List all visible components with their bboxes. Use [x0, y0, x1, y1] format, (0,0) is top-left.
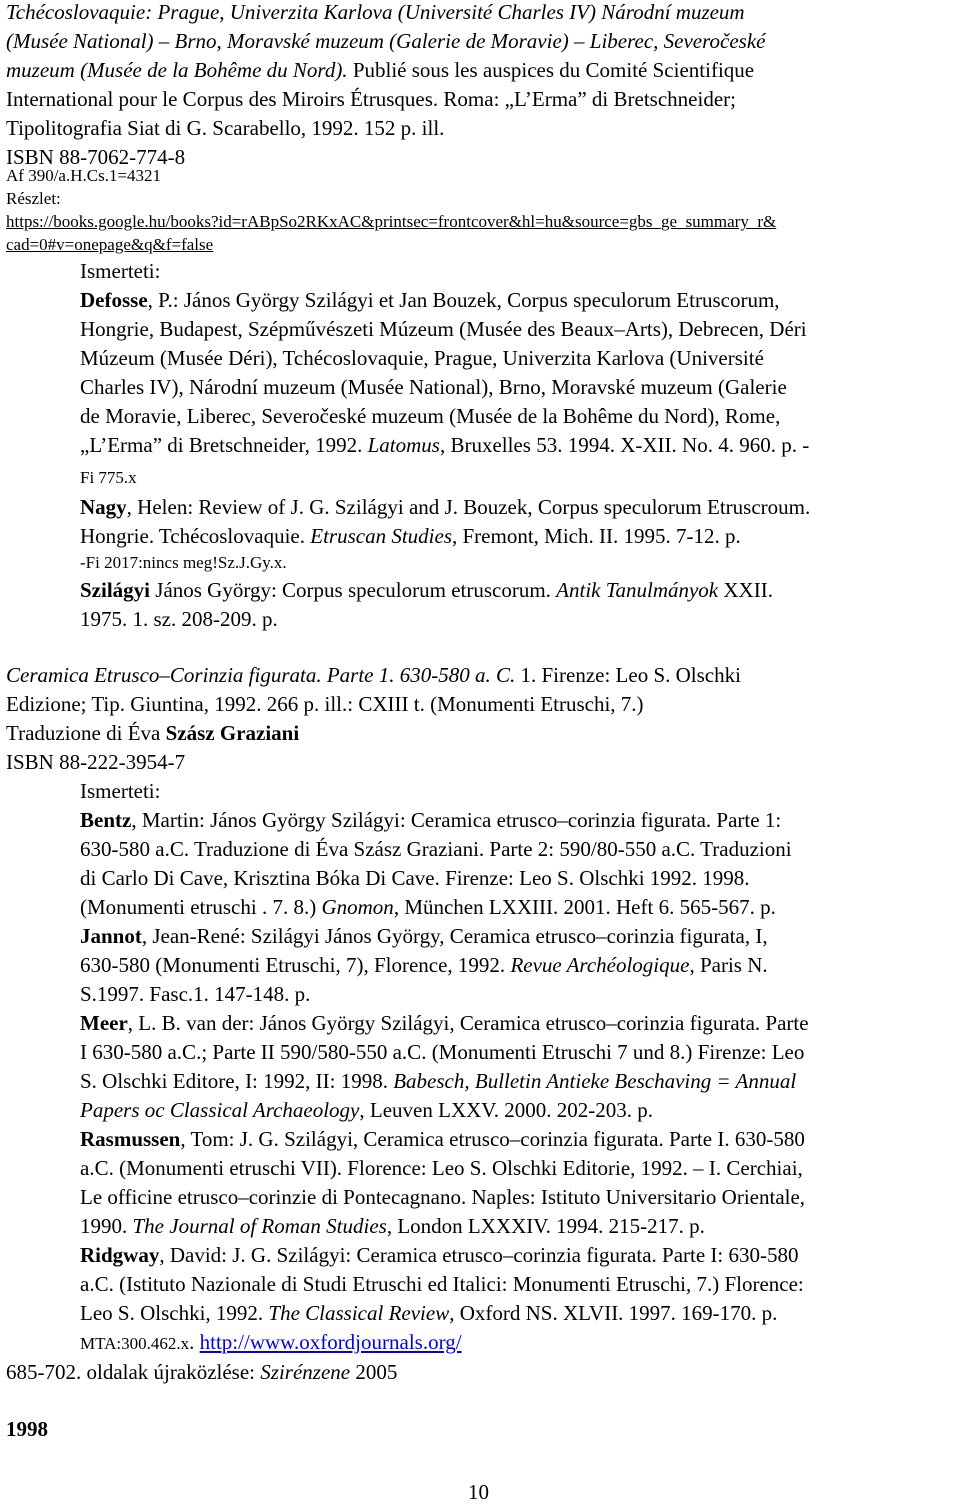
review-line: Leo S. Olschki, 1992. [80, 1301, 269, 1325]
isbn: ISBN 88-222-3954-7 [6, 750, 186, 774]
reviews-list-1 [80, 257, 809, 460]
reviewer-name: Meer [80, 1011, 128, 1035]
fi-note [80, 466, 137, 489]
entry-line: Edizione; Tip. Giuntina, 1992. 266 p. ill.: CXIII t. (Monumenti Etruschi, 7.) [6, 692, 644, 716]
review-line: di Carlo Di Cave, Krisztina Bóka Di Cave. Firenze: Leo S. Olschki 1992. 1998. [80, 866, 750, 890]
books-link[interactable]: https://books.google.hu/books?id=rABpSo2RKxAC&printsec=frontcover&hl=hu&source=gbs_ge_summary_r& [6, 212, 777, 231]
reviewer-name: Bentz [80, 808, 132, 832]
page-number: 10 [468, 1480, 489, 1504]
reviews-heading: Ismerteti: [80, 779, 161, 803]
fi-note-text: Fi 775.x [80, 468, 137, 487]
fi-note-text: -Fi 2017:nincs meg!Sz.J.Gy.x. [80, 553, 287, 572]
entry-line: (Musée National) – Brno, Moravské muzeum (Galerie de Moravie) – Liberec, Severočeské [6, 29, 766, 53]
review-line: János György: Corpus speculorum etruscorum. [150, 578, 557, 602]
review-line: , Tom: J. G. Szilágyi, Ceramica etrusco–corinzia figurata. Parte I. 630-580 [180, 1127, 805, 1151]
journal-title: Latomus [367, 433, 440, 457]
entry-line: International pour le Corpus des Miroirs Étrusques. Roma: „L’Erma” di Bretschneider; [6, 87, 736, 111]
journal-title: The Classical Review [268, 1301, 450, 1325]
book-title: Szirénzene [260, 1360, 351, 1384]
fi-note [80, 551, 287, 574]
review-line: , Martin: János György Szilágyi: Ceramica etrusco–corinzia figurata. Parte 1: [131, 808, 782, 832]
year-heading: 1998 [6, 1417, 48, 1441]
excerpt-label: Részlet: [6, 189, 61, 208]
review-line: 1975. 1. sz. 208-209. p. [80, 607, 278, 631]
reviewer-name: Rasmussen [80, 1127, 181, 1151]
entry-line: 1. Firenze: Leo S. Olschki [515, 663, 741, 687]
entry-line: Tipolitografia Siat di G. Scarabello, 1992. 152 p. ill. [6, 116, 445, 140]
reviews-heading: Ismerteti: [80, 259, 161, 283]
reprint-line: 685-702. oldalak újraközlése: [6, 1360, 261, 1384]
review-line: a.C. (Monumenti etruschi VII). Florence: Leo S. Olschki Editorie, 1992. – I. Cerchiai, [80, 1156, 803, 1180]
review-line: „L’Erma” di Bretschneider, 1992. [80, 433, 368, 457]
review-line: Le officine etrusco–corinzie di Pontecagnano. Naples: Istituto Universitario Orientale, [80, 1185, 806, 1209]
journal-title: The Journal of Roman Studies [132, 1214, 387, 1238]
reviews-list-1c [80, 576, 773, 634]
book-title: Ceramica Etrusco–Corinzia figurata. Parte 1. 630-580 a. C. [6, 663, 516, 687]
reviewer-name: Defosse [80, 288, 148, 312]
translator-name: Szász Graziani [165, 721, 300, 745]
books-link-cont[interactable]: cad=0#v=onepage&q&f=false [6, 235, 214, 254]
review-line: , Helen: Review of J. G. Szilágyi and J. Bouzek, Corpus speculorum Etruscroum. [126, 495, 811, 519]
isbn: ISBN 88-7062-774-8 [6, 145, 186, 169]
entry-line-italic: muzeum (Musée de la Bohême du Nord). [6, 58, 348, 82]
ceramica-entry [6, 661, 741, 777]
review-line: , Fremont, Mich. II. 1995. 7-12. p. [452, 524, 741, 548]
entry-line: Publié sous les auspices du Comité Scientifique [347, 58, 755, 82]
review-line: , Bruxelles 53. 1994. X-XII. No. 4. 960. p. - [439, 433, 810, 457]
call-number: Af 390/a.H.Cs.1=4321 [6, 166, 162, 185]
review-line: Charles IV), Národní muzeum (Musée National), Brno, Moravské muzeum (Galerie [80, 375, 787, 399]
review-line: , David: J. G. Szilágyi: Ceramica etrusco–corinzia figurata. Parte I: 630-580 [159, 1243, 799, 1267]
top-bibliography-entry [6, 0, 765, 172]
reviewer-name: Szilágyi [80, 578, 151, 602]
catalog-block [6, 164, 776, 256]
journal-title: Etruscan Studies [310, 524, 452, 548]
review-line: S.1997. Fasc.1. 147-148. p. [80, 982, 311, 1006]
review-line: 630-580 (Monumenti Etruschi, 7), Florence, 1992. [80, 953, 511, 977]
oxfordjournals-link[interactable]: http://www.oxfordjournals.org/ [199, 1330, 462, 1354]
reprint-note [6, 1358, 397, 1387]
review-line: I 630-580 a.C.; Parte II 590/580-550 a.C. (Monumenti Etruschi 7 und 8.) Firenze: Leo [80, 1040, 805, 1064]
review-line: a.C. (Istituto Nazionale di Studi Etruschi ed Italici: Monumenti Etruschi, 7.) Florence: [80, 1272, 804, 1296]
reprint-line: 2005 [350, 1360, 398, 1384]
reviewer-name: Jannot [80, 924, 142, 948]
journal-title: Gnomon [321, 895, 394, 919]
review-line: XXII. [718, 578, 773, 602]
review-line: 1990. [80, 1214, 133, 1238]
reviewer-name: Nagy [80, 495, 127, 519]
review-line: , L. B. van der: János György Szilágyi, Ceramica etrusco–corinzia figurata. Parte [127, 1011, 809, 1035]
review-line: Hongrie, Budapest, Szépművészeti Múzeum (Musée des Beaux–Arts), Debrecen, Déri [80, 317, 807, 341]
entry-line: Traduzione di Éva [6, 721, 166, 745]
mta-code: MTA:300.462.x [80, 1334, 190, 1353]
journal-title: Antik Tanulmányok [556, 578, 719, 602]
review-line: de Moravie, Liberec, Severočeské muzeum (Musée de la Bohême du Nord), Rome, [80, 404, 781, 428]
review-line: , Paris N. [689, 953, 768, 977]
mta-sep: . [189, 1330, 200, 1354]
review-line: 630-580 a.C. Traduzione di Éva Szász Graziani. Parte 2: 590/80-550 a.C. Traduzioni [80, 837, 792, 861]
journal-title: Babesch, Bulletin Antieke Beschaving = Annual [393, 1069, 797, 1093]
review-line: , P.: János György Szilágyi et Jan Bouzek, Corpus speculorum Etruscorum, [147, 288, 780, 312]
review-line: , Jean-René: Szilágyi János György, Ceramica etrusco–corinzia figurata, I, [141, 924, 768, 948]
review-line: S. Olschki Editore, I: 1992, II: 1998. [80, 1069, 394, 1093]
journal-title: Revue Archéologique [510, 953, 690, 977]
review-line: , London LXXXIV. 1994. 215-217. p. [386, 1214, 705, 1238]
reviews-list-1b [80, 493, 810, 551]
reviewer-name: Ridgway [80, 1243, 160, 1267]
entry-line: Tchécoslovaquie: Prague, Univerzita Karlova (Université Charles IV) Národní muzeum [6, 0, 745, 24]
reviews-list-2 [80, 777, 809, 1357]
review-line: , München LXXIII. 2001. Heft 6. 565-567. p. [393, 895, 776, 919]
review-line: Hongrie. Tchécoslovaquie. [80, 524, 311, 548]
review-line: Múzeum (Musée Déri), Tchécoslovaquie, Prague, Univerzita Karlova (Université [80, 346, 764, 370]
journal-title: Papers oc Classical Archaeology [80, 1098, 360, 1122]
review-line: , Leuven LXXV. 2000. 202-203. p. [359, 1098, 653, 1122]
review-line: , Oxford NS. XLVII. 1997. 169-170. p. [449, 1301, 778, 1325]
review-line: (Monumenti etruschi . 7. 8.) [80, 895, 322, 919]
